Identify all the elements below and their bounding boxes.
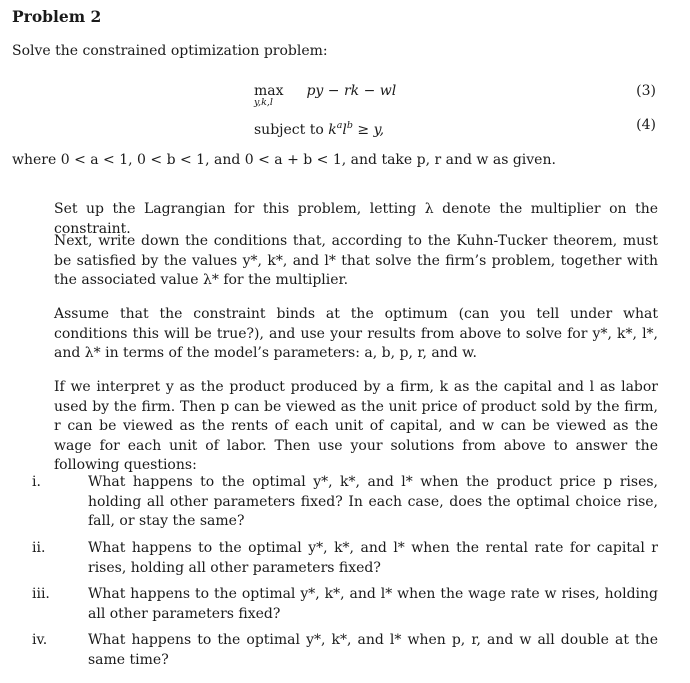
list-item-b: Next, write down the conditions that, according to the Kuhn-Tucker theorem, must be satisfied by the values y*, k*, and l* that solve the firm’s problem, together with the associated value λ* for the multiplier. (54, 233, 658, 289)
max-subscript: y,k,l (254, 97, 273, 108)
list-item-a: Set up the Lagrangian for this problem, letting λ denote the multiplier on the constraint. (54, 201, 658, 237)
objective-function: py − rk − wl (306, 83, 397, 99)
sub-item-i: i. What happens to the optimal y*, k*, and l* when the product price p rises, holding all other parameters fixed? In each case, does the optimal choice rise, fall, or stay the same? (32, 474, 658, 530)
constraint-prefix: subject to (254, 122, 329, 138)
constraint-relation: ≥ y, (352, 122, 385, 138)
equation-3 (0, 82, 690, 108)
list-item-c: Assume that the constraint binds at the optimum (can you tell under what conditions this will be true?), and use your results from above to solve for y*, k*, l*, and λ* in terms of the model’s parameters: a, b, p, r, and w. (54, 306, 658, 362)
sub-item-iv: iv. What happens to the optimal y*, k*, and l* when p, r, and w all double at the same time? (32, 632, 658, 668)
problem-intro: Solve the constrained optimization problem: (12, 43, 328, 59)
equation-4: subject to $k^al^b \ge y$, (4) (254, 117, 656, 138)
sub-item-ii: ii. What happens to the optimal y*, k*, and l* when the rental rate for capital r rises, holding all other parameters fixed? (32, 540, 658, 576)
equation-number-4: (4) (636, 117, 656, 133)
max-operator: max (254, 83, 284, 99)
parameter-conditions: where 0 < a < 1, 0 < b < 1, and 0 < a + b < 1, and take p, r and w as given. (12, 152, 556, 168)
problem-title: Problem 2 (12, 7, 102, 26)
equation-number-3: (3) (636, 83, 656, 99)
list-item-d: If we interpret y as the product produced by a firm, k as the capital and l as labor used by the firm. Then p can be viewed as the unit price of product sold by the firm, r can be viewed as the rents of each unit of capital, and w can be viewed as the wage for each unit of labor. Then use your solutions from above to answer the following questions: (54, 379, 658, 474)
sub-item-iii: iii. What happens to the optimal y*, k*, and l* when the wage rate w rises, holding all other parameters fixed? (32, 586, 658, 622)
